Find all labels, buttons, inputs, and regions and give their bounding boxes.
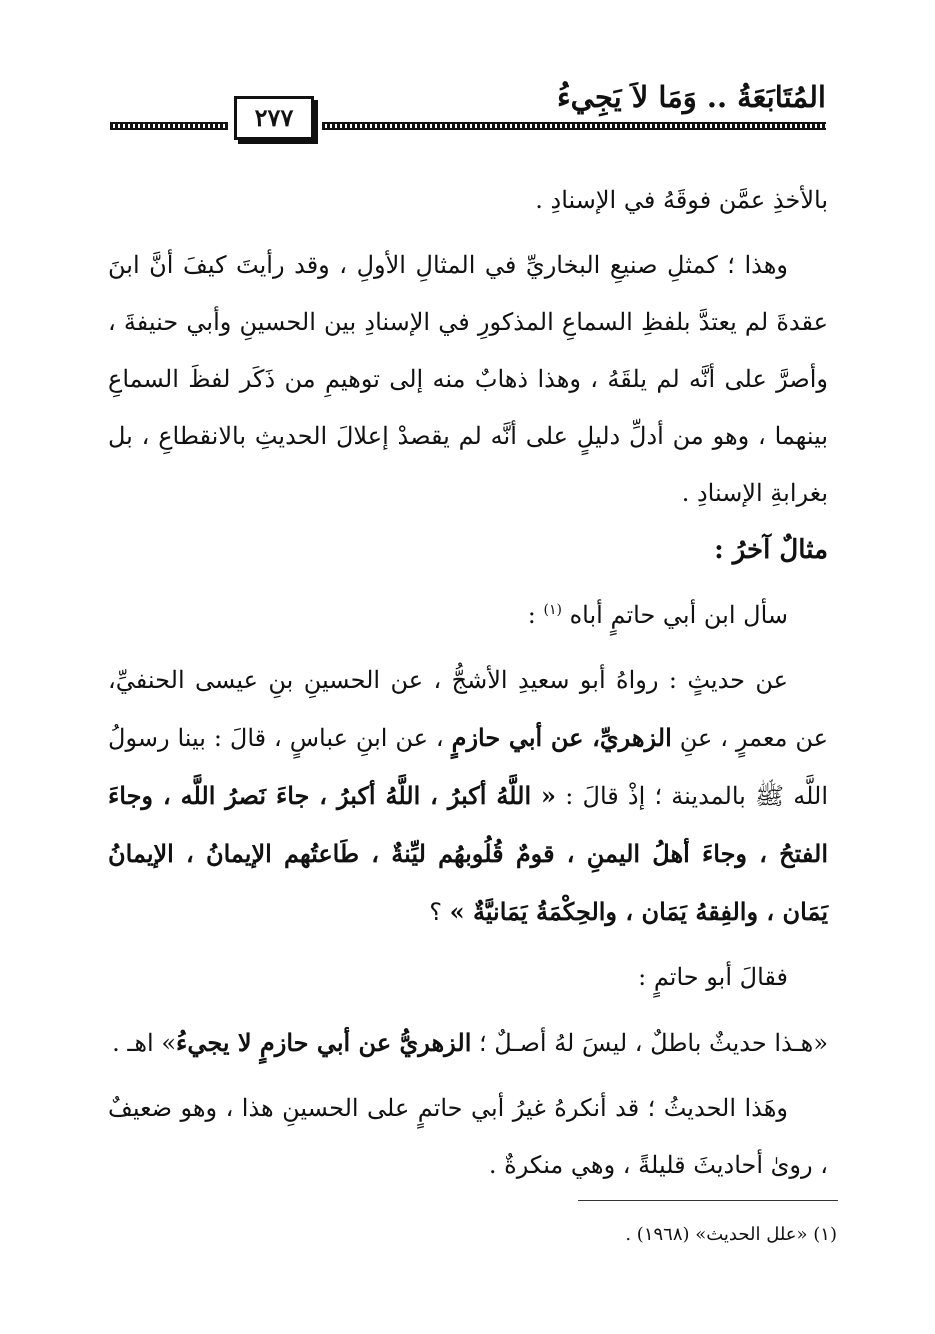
- paragraph-3: [108, 652, 828, 941]
- p5-bold: الزهريُّ عن أبي حازمٍ لا يجيءُ: [176, 1028, 472, 1057]
- p3-part-c: ، عن ابنِ عباسٍ ، قالَ : بينا رسولُ اللَّه ﷺ بالمدينة ؛ إذْ قالَ :: [108, 724, 829, 810]
- p3-part-a: عن حديثٍ : رواهُ أبو سعيدِ الأشجُّ ، عن الحسينِ بنِ عيسى الحنفيِّ، عن معمرٍ ، عنِ: [108, 666, 828, 752]
- p5-part-a: «هـذا حديثٌ باطلٌ ، ليسَ لهُ أصـلٌ ؛: [479, 1029, 828, 1057]
- footnote-separator: [578, 1200, 838, 1201]
- footnote-ref[interactable]: (١): [543, 602, 562, 618]
- p3-bold-isnad: الزهريِّ، عن أبي حازمٍ: [451, 723, 672, 752]
- question-text: سأل ابن أبي حاتمٍ أباه: [569, 601, 788, 629]
- header-rule-left: [110, 122, 228, 130]
- page-number: ٢٧٧: [234, 96, 314, 140]
- question-line: [108, 587, 828, 644]
- p5-part-c: » اهـ .: [112, 1029, 177, 1057]
- paragraph-4: فقالَ أبو حاتمٍ :: [638, 963, 788, 991]
- paragraph-1: بالأخذِ عمَّن فوقَهُ في الإسنادِ .: [535, 186, 828, 214]
- section-heading: مثالٌ آخرُ :: [714, 535, 828, 565]
- p3-question-mark: ؟: [429, 898, 442, 926]
- paragraph-6: وهَذا الحديثُ ؛ قد أنكرهُ غيرُ أبي حاتمٍ على الحسينِ هذا ، وهو ضعيفٌ ، روىٰ أحاديثَ قليلةً ، وهي منكرةٌ .: [108, 1094, 828, 1179]
- running-title: المُتَابَعَةُ .. وَمَا لاَ يَجِيءُ: [557, 80, 826, 114]
- p3-bold-hadith: « اللَّهُ أكبرُ ، اللَّهُ أكبرُ ، جاءَ نَصرُ اللَّه ، وجاءَ الفتحُ ، وجاءَ أهلُ اليمنِ ، قومٌ قُلُوبهُم ليِّنةٌ ، طَاعتُهم الإيمانُ ، الإيمانُ يَمَان ، والفِقهُ يَمَان ، والحِكْمَةُ يَمَانيَّةٌ »: [108, 781, 828, 926]
- header-rule-right: [322, 122, 826, 130]
- body-text: [108, 172, 828, 1194]
- footnote: (١) «علل الحديث» (١٩٦٨) .: [625, 1224, 837, 1245]
- paragraph-2: وهذا ؛ كمثلِ صنيعِ البخاريِّ في المثالِ الأولِ ، وقد رأيتَ كيفَ أنَّ ابنَ عقدةَ لم يعتدَّ بلفظِ السماعِ المذكورِ في الإسنادِ بين الحسينِ وأبي حنيفةَ ، وأصرَّ على أنَّه لم يلقَهُ ، وهذا ذهابٌ منه إلى توهيمِ من ذَكَر لفظَ السماعِ بينهما ، وهو من أدلِّ دليلٍ على أنَّه لم يقصدْ إعلالَ الحديثِ بالانقطاعِ ، بل بغرابةِ الإسنادِ .: [108, 251, 828, 507]
- paragraph-5: [108, 1014, 828, 1072]
- page-header: [110, 70, 826, 160]
- question-colon: :: [527, 601, 536, 629]
